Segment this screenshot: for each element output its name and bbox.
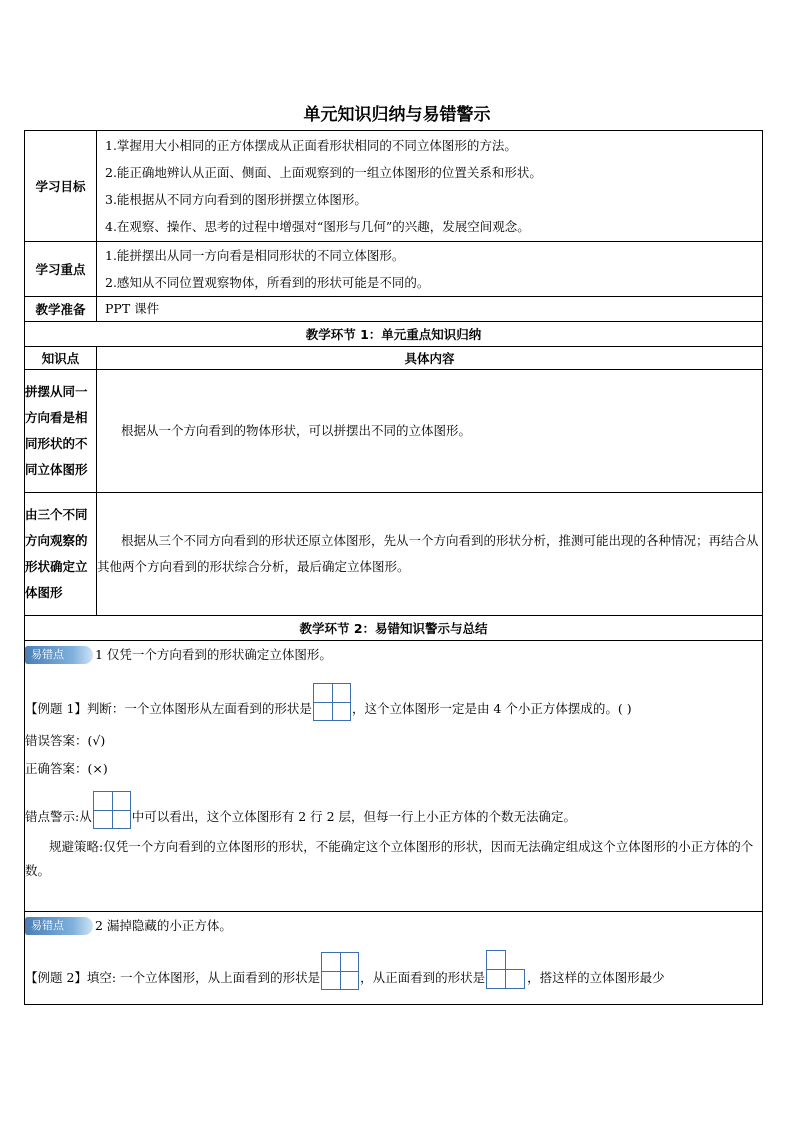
goal-item: 1.掌握用大小相同的正方体摆成从正面看形状相同的不同立体图形的方法。 [105,138,517,153]
strategy-text: 规避策略:仅凭一个方向看到的立体图形的形状，不能确定这个立体图形的形状，因而无法确定组成这个立体图形的小正方体的个数。 [25,839,754,878]
kp-content: 根据从一个方向看到的物体形状，可以拼摆出不同的立体图形。 [97,370,763,493]
error-point-text: 1 仅凭一个方向看到的形状确定立体图形。 [95,647,332,662]
focus-content [97,242,763,297]
square-grid-figure [313,683,351,721]
focus-label: 学习重点 [25,242,97,297]
col-content-header: 具体内容 [97,347,763,370]
kp-label: 拼摆从同一方向看是相同形状的不同立体图形 [25,370,97,493]
error-point-1 [25,641,763,912]
prep-value: PPT 课件 [97,297,763,322]
warning-text: 中可以看出，这个立体图形有 2 行 2 层，但每一行上小正方体的个数无法确定。 [131,809,577,824]
square-grid-figure [321,952,359,990]
error-badge: 易错点 [25,917,93,935]
example-text: ，搭这样的立体图形最少 [527,970,665,985]
example-text: 【例题 2】填空: 一个立体图形，从上面看到的形状是 [25,970,321,985]
error-point-2 [25,912,763,1005]
goal-item: 3.能根据从不同方向看到的图形拼摆立体图形。 [105,192,367,207]
lesson-table [24,130,763,1005]
example-text: ，这个立体图形一定是由 4 个小正方体摆成的。( ) [351,701,632,716]
wrong-answer: 错误答案：(√) [25,733,106,748]
error-point-text: 2 漏掉隐藏的小正方体。 [95,918,232,933]
right-answer: 正确答案：(×) [25,761,108,776]
focus-row [25,242,763,297]
example-text: ，从正面看到的形状是 [360,970,486,985]
goal-item: 4.在观察、操作、思考的过程中增强对“图形与几何”的兴趣，发展空间观念。 [105,219,530,234]
kp-content: 根据从三个不同方向看到的形状还原立体图形，先从一个方向看到的形状分析，推测可能出现的各种情况；再结合从其他两个方向看到的形状综合分析，最后确定立体图形。 [97,493,763,616]
section1-title: 教学环节 1：单元重点知识归纳 [25,322,763,347]
col-kp-header: 知识点 [25,347,97,370]
square-grid-figure [93,791,131,829]
kp-row [25,493,763,616]
goals-content [97,131,763,242]
prep-row [25,297,763,322]
focus-item: 1.能拼摆出从同一方向看是相同形状的不同立体图形。 [105,248,405,263]
goal-item: 2.能正确地辨认从正面、侧面、上面观察到的一组立体图形的位置关系和形状。 [105,165,542,180]
page-title: 单元知识归纳与易错警示 [303,105,491,125]
focus-item: 2.感知从不同位置观察物体，所看到的形状可能是不同的。 [105,275,430,290]
kp-label: 由三个不同方向观察的形状确定立体图形 [25,493,97,616]
goals-row [25,131,763,242]
example-text: 【例题 1】判断：一个立体图形从左面看到的形状是 [25,701,312,716]
prep-label: 教学准备 [25,297,97,322]
l-shape-figure [486,950,526,990]
kp-row [25,370,763,493]
warning-text: 错点警示:从 [25,809,92,824]
goals-label: 学习目标 [25,131,97,242]
error-badge: 易错点 [25,646,93,664]
section2-title: 教学环节 2：易错知识警示与总结 [25,616,763,641]
